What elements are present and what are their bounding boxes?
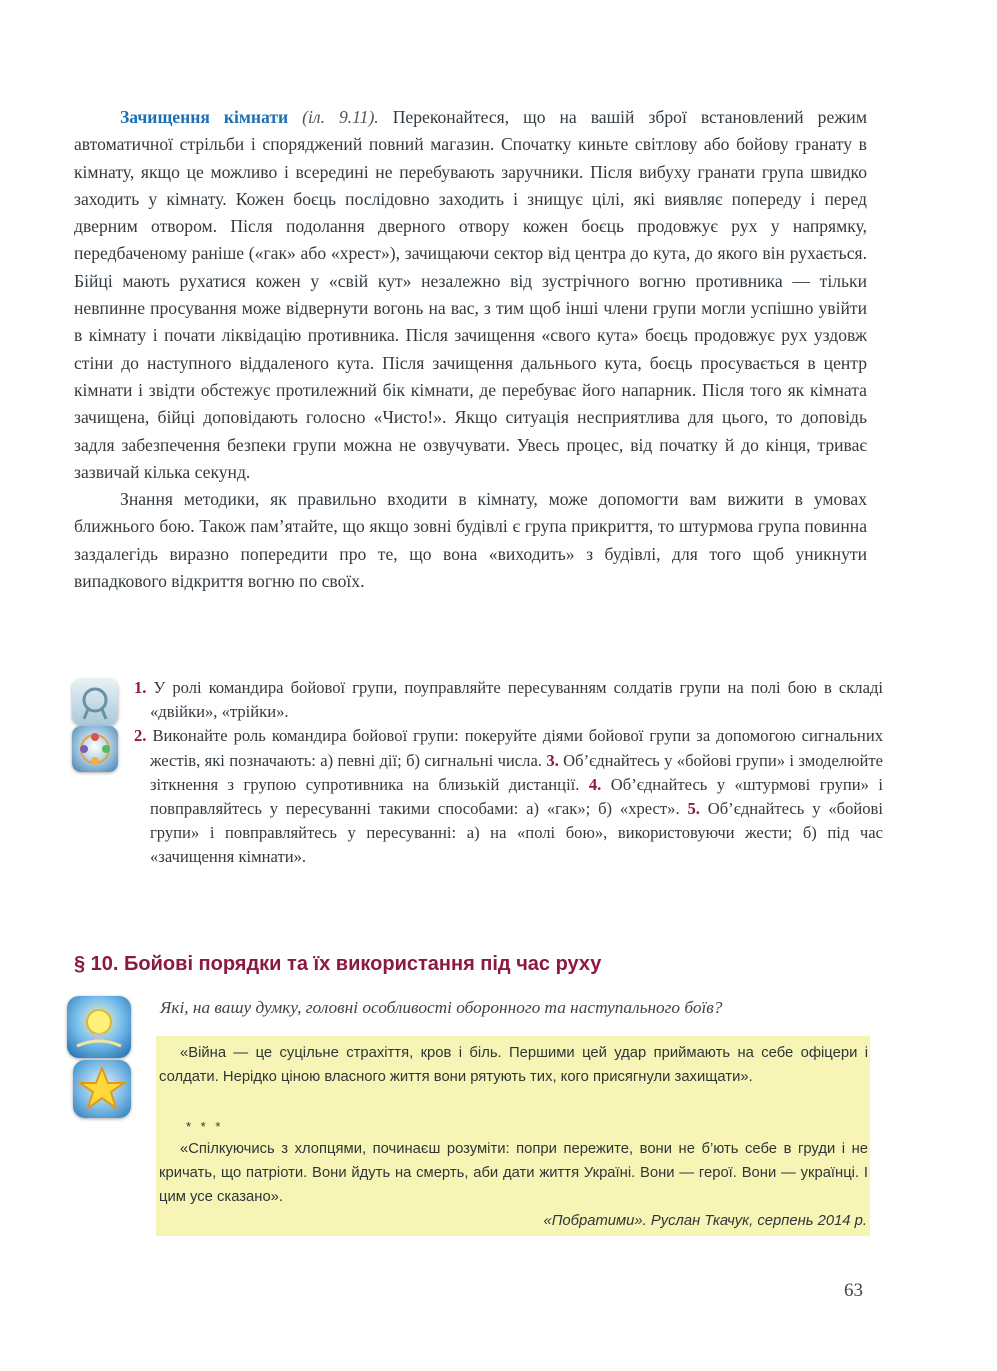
group-work-icon [72,726,118,772]
quote-2: «Спілкуючись з хлопцями, починаєш розуміти: попри пережите, вони не б’ють себе в груди і не кричать, що патріоти. Вони йдуть на смерть, аби дати життя Україні. Вони — герої. Вони — українці. І цим усе сказано». [159,1141,868,1206]
paragraph-room-clearing-text: Переконайтеся, що на вашій зброї встановлений режим автоматичної стрільби і споряджений повний магазин. Спочатку киньте світлову або бойову гранату в кімнату, якщо це можливо і всередині не перебувають заручники. Після вибуху гранати група швидко заходить у кімнату. Кожен боєць послідовно заходить і знищує цілі, які виявляє попереду і перед дверним отвором. Після подолання дверного отвору кожен боєць продовжує рух у напрямку, передбаченому раніше («гак» або «хрест»), зачищаючи сектор від центра до кута, до якого він рухається. Бійці мають рухатися кожен у «свій кут» незалежно від зустрічного вогню противника — тільки невпинне просування може відвернути вогонь на вас, з тим щоб інші члени групи могли успішно увійти в кімнату і почати ліквідацію противника. Після зачищення «свого кута» боєць продовжує рух уздовж стіни до наступного віддаленого кута. Після зачищення дальнього кута, боєць просувається в центр кімнати і звідти обстежує протилежний бік кімнати, де перебуває його напарник. Після того як кімната зачищена, бійці доповідають голосно «Чисто!». Якщо ситуація несприятлива для цього, то доповідь задля забезпечення безпеки групи можна не озвучувати. Увесь процес, від початку й до кінця, триває зазвичай кілька секунд. [74,107,867,482]
paragraph-knowledge: Знання методики, як правильно входити в кімнату, може допомогти вам вижити в умовах ближнього бою. Також пам’ятайте, що якщо зовні будівлі є група прикриття, то штурмова група повинна заздалегідь виразно попередити про те, що вона «виходить» з будівлі, для того щоб уникнути випадкового відкриття вогню по своїх. [74,489,867,592]
lead-question: Які, на вашу думку, головні особливості оборонного та наступального боїв? [160,998,723,1017]
quote-separator: * * * [186,1119,224,1134]
practical-tasks [134,676,883,870]
task-5-text: Об’єднайтесь у «бойові групи» і повправляйтесь у пересуванні: а) на «полі бою», використовуючи жести; б) під час «зачищення кімнати». [150,799,883,867]
task-1-number: 1. [134,678,147,697]
star-icon [73,1060,131,1118]
section-title: § 10. Бойові порядки та їх використання під час руху [74,953,602,975]
quote-box [156,1036,870,1236]
page-number: 63 [844,1280,863,1301]
quote-source: «Побратими». Руслан Ткачук, серпень 2014 р. [543,1213,867,1229]
task-3-text: Об’єднайтесь у «бойові групи» і змоделюйте зіткнення з групою супротивника на близькій дистанції. [150,750,883,794]
task-1 [134,676,883,724]
task-4-number: 4. [588,774,602,794]
task-2-5 [134,724,883,869]
practice-icon [72,679,118,725]
lightbulb-icon [67,996,131,1058]
paragraph-room-clearing [74,104,867,486]
task-2-text: Виконайте роль командира бойової групи: покеруйте діями бойової групи за допомогою сигнальних жестів, які позначають: а) певні дії; б) сигнальні числа. [146,726,883,770]
task-4-text: Об’єднайтесь у «штурмові групи» і повправляйтесь у пересуванні такими способами: а) «гак»; б) «хрест». [150,774,883,819]
term-room-clearing: Зачищення кімнати [120,107,289,127]
task-5-number: 5. [687,799,700,819]
main-text [74,104,867,595]
illustration-reference: (іл. 9.11). [302,107,379,127]
task-3-number: 3. [546,750,559,770]
task-1-text: У ролі командира бойової групи, поуправляйте пересуванням солдатів групи на полі бою в складі «двійки», «трійки». [146,678,883,722]
task-2-number: 2. [134,726,147,746]
quote-1: «Війна — це суцільне страхіття, кров і біль. Першими цей удар приймають на себе офіцери і солдати. Нерідко ціною власного життя вони рятують тих, кого присягнули захищати». [159,1045,868,1086]
